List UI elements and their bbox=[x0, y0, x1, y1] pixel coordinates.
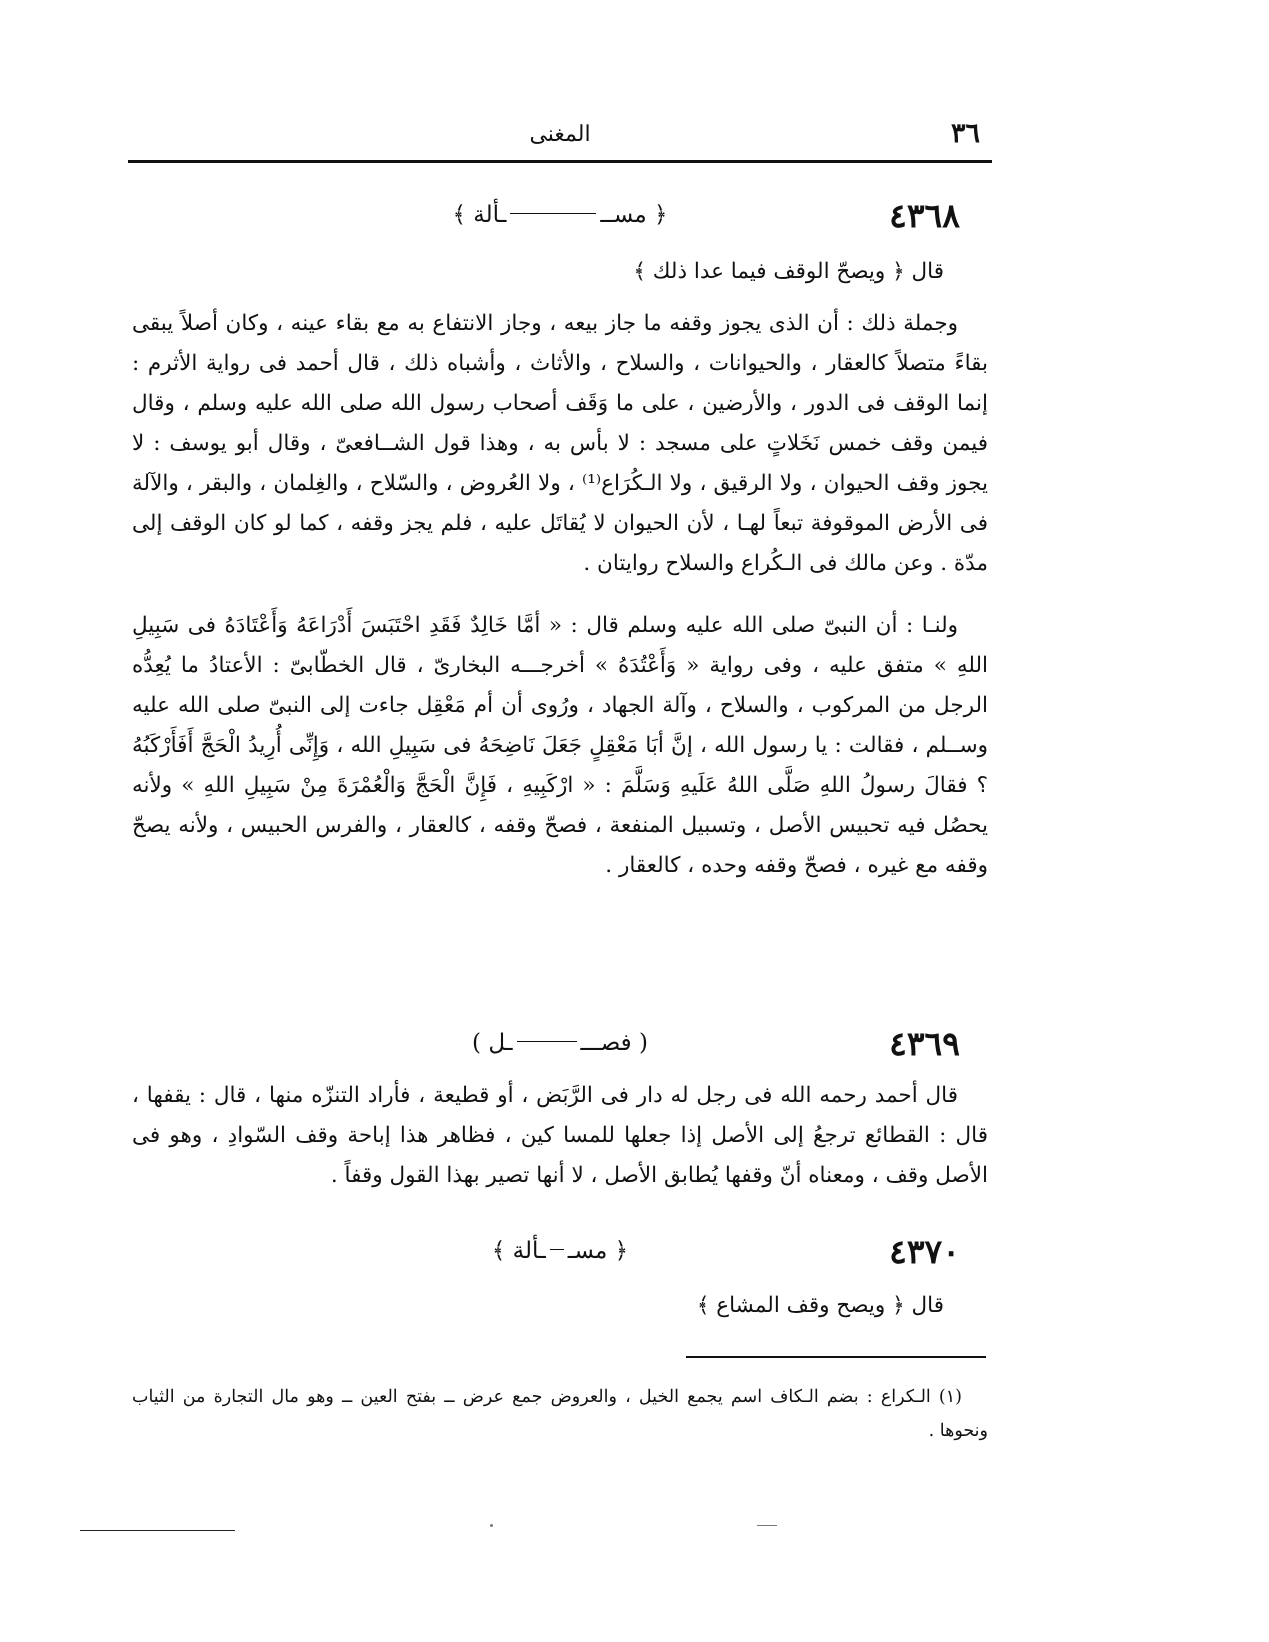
commentary-paragraph: قال أحمد رحمه الله فى رجل له دار فى الرَّبَض ، أو قطيعة ، فأراد التنزّه منها ، قال : يقفها ، قال : القطائع ترجعُ إلى الأصل إذا جعلها للمسا كين ، فظاهر هذا إباحة وقف السّوادِ ، وهو فى الأصل وقف ، ومعناه أنّ وقفها يُطابق الأصل ، لا أنها تصير بهذا القول وقفاً . bbox=[132, 1083, 988, 1188]
scan-mark-dash bbox=[757, 1525, 777, 1526]
page-number: ٣٦ bbox=[950, 118, 980, 149]
page-header bbox=[128, 112, 992, 162]
section-number: ٤٣٧٠ bbox=[889, 1232, 960, 1271]
commentary-paragraph: ولنـا : أن النبىّ صلى الله عليه وسلم قال : « أمَّا خَالِدٌ فَقَدِ احْتَبَسَ أَدْرَاعَهُ وَأَعْتَادَهُ فى سَبِيلِ اللهِ » متفق عليه ، وفى رواية « وَأَعْتُدَهُ » أخرجـــه البخارىّ ، قال الخطّابىّ : الأعتادُ ما يُعِدُّه الرجل من المركوب ، والسلاح ، وآلة الجهاد ، ورُوى أن أم مَعْقِل جاءت إلى النبىّ صلى الله عليه وســلم ، فقالت : يا رسول الله ، إنَّ أبَا مَعْقِلٍ جَعَلَ نَاضِحَهُ فى سَبِيلِ الله ، وَإِنِّى أُرِيدُ الْحَجَّ أَفَأَرْكَبُهُ ؟ فقالَ رسولُ اللهِ صَلَّى اللهُ عَلَيهِ وَسَلَّمَ : « ارْكَبِيهِ ، فَإِنَّ الْحَجَّ وَالْعُمْرَةَ مِنْ سَبِيلِ اللهِ » ولأنه يحصُل فيه تحبيس الأصل ، وتسبيل المنفعة ، فصحّ وقفه ، كالعقار ، والفرس الحبيس ، ولأنه يصحّ وقفه مع غيره ، فصحّ وقفه وحده ، كالعقار . bbox=[132, 613, 988, 878]
section-title bbox=[132, 202, 988, 228]
title-tatweel bbox=[550, 1249, 564, 1250]
section-4369 bbox=[132, 1024, 988, 1196]
section-title-end: ـألة ﴾ bbox=[491, 1238, 546, 1264]
section-title-start: ﴿ مسـ bbox=[567, 1238, 629, 1264]
scan-mark-dot bbox=[490, 1524, 493, 1527]
section-heading bbox=[132, 1232, 988, 1282]
section-title-end: ـل ) bbox=[472, 1030, 513, 1056]
section-title-start: ﴿ مســ bbox=[600, 202, 668, 228]
section-title bbox=[132, 1030, 988, 1056]
footnotes bbox=[132, 1380, 988, 1448]
section-title-end: ـألة ﴾ bbox=[452, 202, 507, 228]
section-title-start: ( فصـــ bbox=[580, 1030, 648, 1056]
footnote-rule bbox=[686, 1356, 986, 1358]
section-heading bbox=[132, 196, 988, 246]
title-tatweel bbox=[517, 1041, 577, 1042]
scan-mark-line bbox=[80, 1530, 235, 1531]
footnote-1: (١) الـكراع : بضم الـكاف اسم يجمع الخيل ، والعروض جمع عرض ــ بفتح العين ــ وهو مال التجارة من الثياب ونحوها . bbox=[132, 1387, 988, 1441]
header-rule bbox=[128, 160, 992, 163]
matn-statement: قال ﴿ ويصح وقف المشاع ﴾ bbox=[696, 1293, 944, 1318]
running-title: المغنى bbox=[529, 122, 591, 147]
section-4370 bbox=[132, 1232, 988, 1326]
section-title bbox=[132, 1238, 988, 1264]
section-number: ٤٣٦٨ bbox=[889, 196, 960, 235]
commentary-paragraph: وجملة ذلك : أن الذى يجوز وقفه ما جاز بيعه ، وجاز الانتفاع به مع بقاء عينه ، وكان أصلاً يبقى بقاءً متصلاً كالعقار ، والحيوانات ، والسلاح ، والأثاث ، وأشباه ذلك ، قال أحمد فى رواية الأثرم : إنما الوقف فى الدور ، والأرضين ، على ما وَقَف أصحاب رسول الله صلى الله عليه وسلم ، وقال فيمن وقف خمس نَخَلاتٍ على مسجد : لا بأس به ، وهذا قول الشــافعىّ ، وقال أبو يوسف : لا يجوز وقف الحيوان ، ولا الرقيق ، ولا الـكُرَاع⁽¹⁾ ، ولا العُروض ، والسّلاح ، والغِلمان ، والبقر ، والآلة فى الأرض الموقوفة تبعاً لهـا ، لأن الحيوان لا يُقاتَل عليه ، فلم يجز وقفه ، كما لو كان الوقف إلى مدّة . وعن مالك فى الـكُراع والسلاح روايتان . bbox=[132, 311, 988, 576]
section-4368 bbox=[132, 196, 988, 886]
section-heading bbox=[132, 1024, 988, 1074]
section-number: ٤٣٦٩ bbox=[889, 1024, 960, 1063]
matn-statement: قال ﴿ ويصحّ الوقف فيما عدا ذلك ﴾ bbox=[633, 259, 944, 284]
title-tatweel bbox=[510, 213, 596, 214]
